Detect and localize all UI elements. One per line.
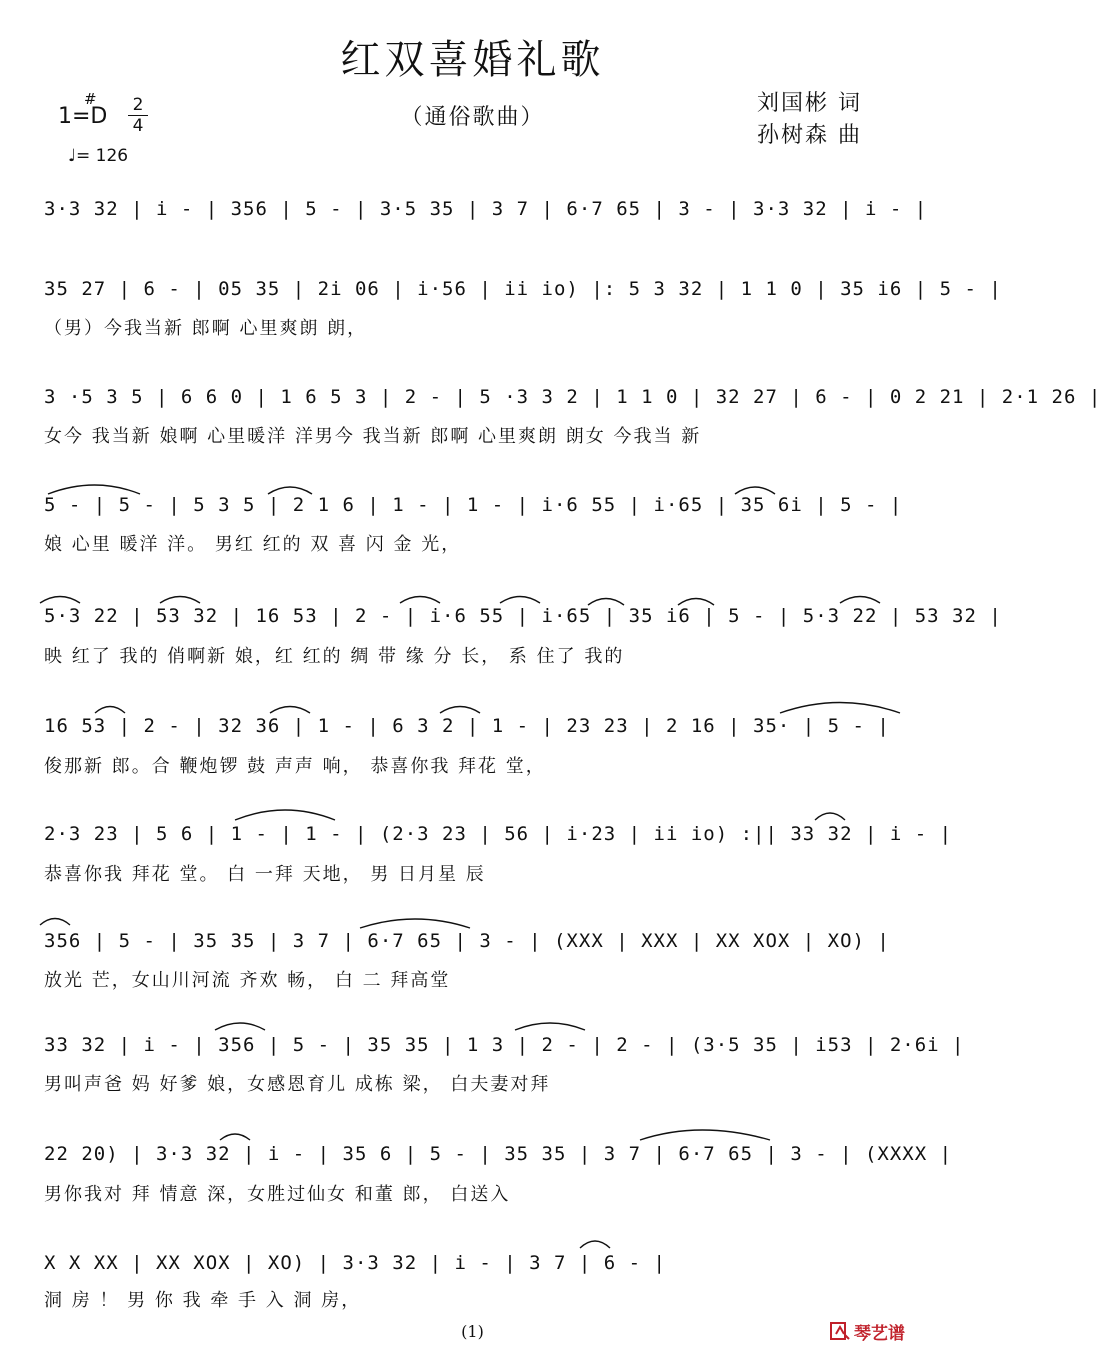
lyric-line-7: 恭喜你我 拜花 堂。 白 一拜 天地， 男 日月星 辰 [44,864,486,885]
time-bottom: 4 [132,116,144,136]
lyric-line-10: 男你我对 拜 情意 深，女胜过仙女 和董 郎， 白送入 [44,1184,511,1205]
site-logo [830,1318,934,1344]
score-line-5: 5·3 22 | 53 32 | 16 53 | 2 - | i·6 55 | i·65 | 35 i6 | 5 - | 5·3 22 | 53 32 | [44,605,1002,627]
lyric-line-5: 映 红了 我的 俏啊新 娘，红 红的 绸 带 缘 分 长， 系 住了 我的 [44,646,625,667]
lyric-line-9: 男叫声爸 妈 好爹 娘，女感恩育儿 成栋 梁， 白夫妻对拜 [44,1074,551,1095]
score-line-7: 2·3 23 | 5 6 | 1 - | 1 - | (2·3 23 | 56 | i·23 | ii io) :|| 33 32 | i - | [44,823,953,845]
lyric-line-11: 洞 房 ！ 男 你 我 牵 手 入 洞 房， [44,1290,362,1311]
score-line-6: 16 53 | 2 - | 32 36 | 1 - | 6 3 2 | 1 - | 23 23 | 2 16 | 35· | 5 - | [44,715,890,737]
score-line-2: 35 27 | 6 - | 05 35 | 2i 06 | i·56 | ii io) |: 5 3 32 | 1 1 0 | 35 i6 | 5 - | [44,278,1002,300]
lyric-line-2: （男）今我当新 郎啊 心里爽朗 朗， [44,318,368,339]
lyric-line-8: 放光 芒，女山川河流 齐欢 畅， 白 二 拜高堂 [44,970,451,991]
key-signature [58,90,108,129]
time-top: 2 [132,95,144,115]
score-line-8: 356 | 5 - | 35 35 | 3 7 | 6·7 65 | 3 - | (XXX | XXX | XX XOX | XO) | [44,930,890,952]
score-line-11: X X XX | XX XOX | XO) | 3·3 32 | i - | 3 7 | 6 - | [44,1252,666,1274]
page-number: (1) [461,1322,484,1341]
page-title: 红双喜婚礼歌 [340,37,605,83]
logo-icon [830,1321,850,1341]
lyric-line-3: 女今 我当新 娘啊 心里暖洋 洋男今 我当新 郎啊 心里爽朗 朗女 今我当 新 [44,426,702,447]
key-text: 1=D [58,104,108,129]
score-line-10: 22 20) | 3·3 32 | i - | 35 6 | 5 - | 35 35 | 3 7 | 6·7 65 | 3 - | (XXXX | [44,1143,953,1165]
key-sharp: # [84,90,97,108]
credits [757,88,862,152]
score-line-9: 33 32 | i - | 356 | 5 - | 35 35 | 1 3 | 2 - | 2 - | (3·5 35 | i53 | 2·6i | [44,1034,965,1056]
lyric-line-4: 娘 心里 暖洋 洋。 男红 红的 双 喜 闪 金 光， [44,534,462,555]
lyricist: 刘国彬 词 [757,91,862,116]
score-line-4: 5 - | 5 - | 5 3 5 | 2 1 6 | 1 - | 1 - | i·6 55 | i·65 | 35 6i | 5 - | [44,494,903,516]
score-line-3: 3 ·5 3 5 | 6 6 0 | 1 6 5 3 | 2 - | 5 ·3 3 2 | 1 1 0 | 32 27 | 6 - | 0 2 21 | 2·1 26 | [44,386,1101,408]
logo-text: 琴艺谱 [854,1323,905,1344]
score-line-1: 3·3 32 | i - | 356 | 5 - | 3·5 35 | 3 7 | 6·7 65 | 3 - | 3·3 32 | i - | [44,198,928,220]
lyric-line-6: 俊那新 郎。合 鞭炮锣 鼓 声声 响， 恭喜你我 拜花 堂， [44,756,546,777]
composer: 孙树森 曲 [757,123,862,148]
subtitle: （通俗歌曲） [400,105,545,130]
time-signature [128,96,148,135]
tempo-mark: ♩= 126 [68,146,129,166]
